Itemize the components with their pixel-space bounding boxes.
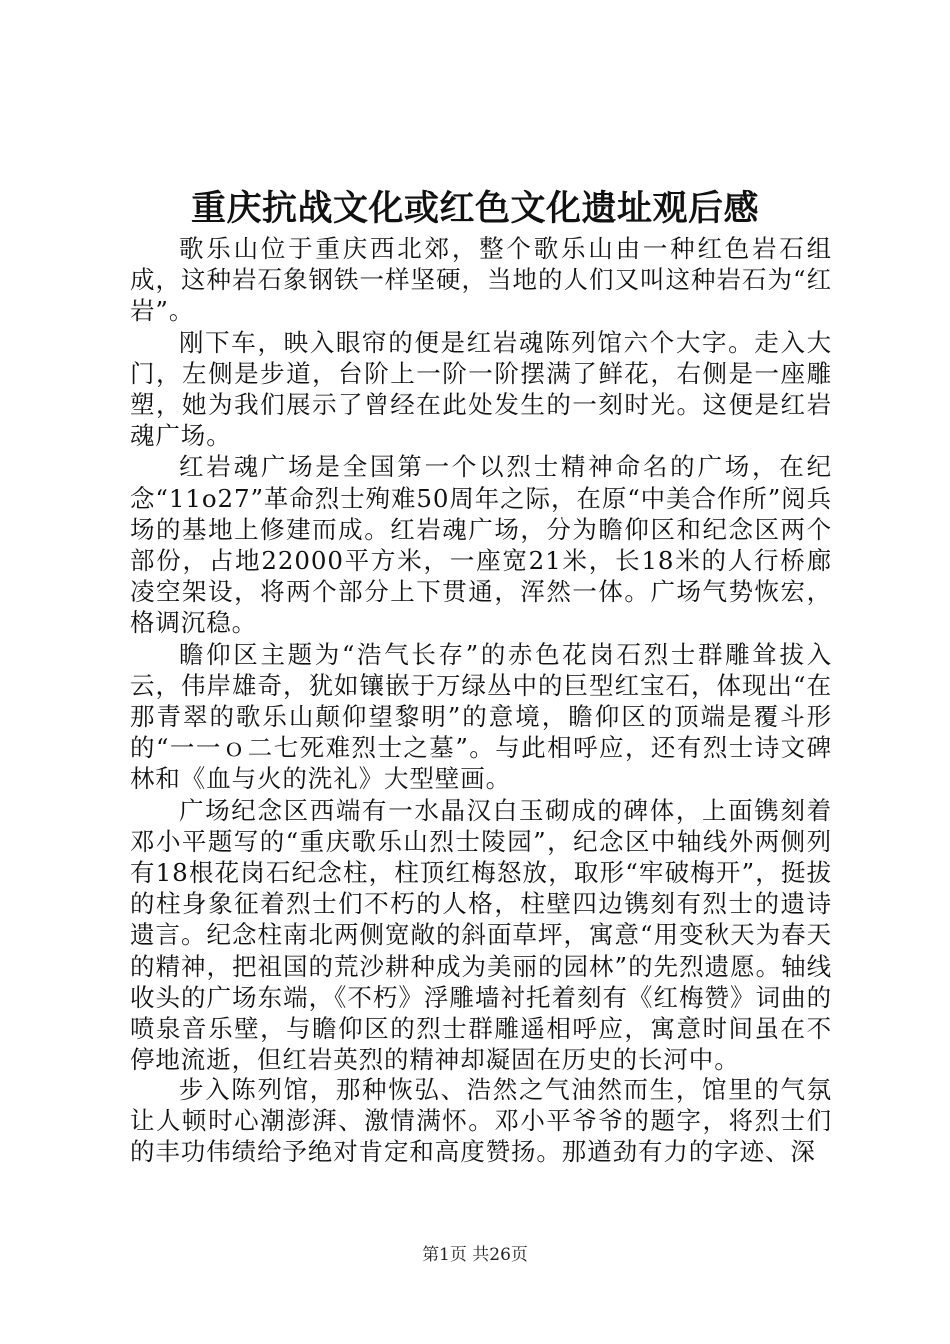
page-number-footer: 第1页 共26页 xyxy=(422,1245,528,1265)
paragraph-6: 步入陈列馆，那种恢弘、浩然之气油然而生，馆里的气氛让人顿时心潮澎湃、激情满怀。邓小平爷爷的题字，将烈士们的丰功伟绩给予绝对肯定和高度赞扬。那遒劲有力的字迹、深 xyxy=(130,1075,832,1167)
document-title: 重庆抗战文化或红色文化遗址观后感 xyxy=(190,188,759,229)
paragraph-1: 歌乐山位于重庆西北郊，整个歌乐山由一种红色岩石组成，这种岩石象钢铁一样坚硬，当地的人们又叫这种岩石为“红岩”。 xyxy=(130,234,832,326)
paragraph-3: 红岩魂广场是全国第一个以烈士精神命名的广场，在纪念“11o27”革命烈士殉难50周年之际，在原“中美合作所”阅兵场的基地上修建而成。红岩魂广场，分为瞻仰区和纪念区两个部份，占地22000平方米，一座宽21米，长18米的人行桥廊凌空架设，将两个部分上下贯通，浑然一体。广场气势恢宏，格调沉稳。 xyxy=(130,452,832,638)
paragraph-2: 刚下车，映入眼帘的便是红岩魂陈列馆六个大字。走入大门，左侧是步道，台阶上一阶一阶摆满了鲜花，右侧是一座雕塑，她为我们展示了曾经在此处发生的一刻时光。这便是红岩魂广场。 xyxy=(130,327,832,451)
paragraph-5: 广场纪念区西端有一水晶汉白玉砌成的碑体，上面镌刻着邓小平题写的“重庆歌乐山烈士陵园”，纪念区中轴线外两侧列有18根花岗石纪念柱，柱顶红梅怒放，取形“牢破梅开”，挺拔的柱身象征着烈士们不朽的人格，柱壁四边镌刻有烈士的遗诗遗言。纪念柱南北两侧宽敞的斜面草坪，寓意“用变秋天为春天的精神，把祖国的荒沙耕种成为美丽的园林”的先烈遗愿。轴线收头的广场东端，《不朽》浮雕墙衬托着刻有《红梅赞》词曲的喷泉音乐壁，与瞻仰区的烈士群雕遥相呼应，寓意时间虽在不停地流逝，但红岩英烈的精神却凝固在历史的长河中。 xyxy=(130,795,832,1075)
document-body xyxy=(130,233,832,1168)
paragraph-4: 瞻仰区主题为“浩气长存”的赤色花岗石烈士群雕耸拔入云，伟岸雄奇，犹如镶嵌于万绿丛中的巨型红宝石，体现出“在那青翠的歌乐山颠仰望黎明”的意境，瞻仰区的顶端是覆斗形的“一一ｏ二七死难烈士之墓”。与此相呼应，还有烈士诗文碑林和《血与火的洗礼》大型壁画。 xyxy=(130,639,832,794)
